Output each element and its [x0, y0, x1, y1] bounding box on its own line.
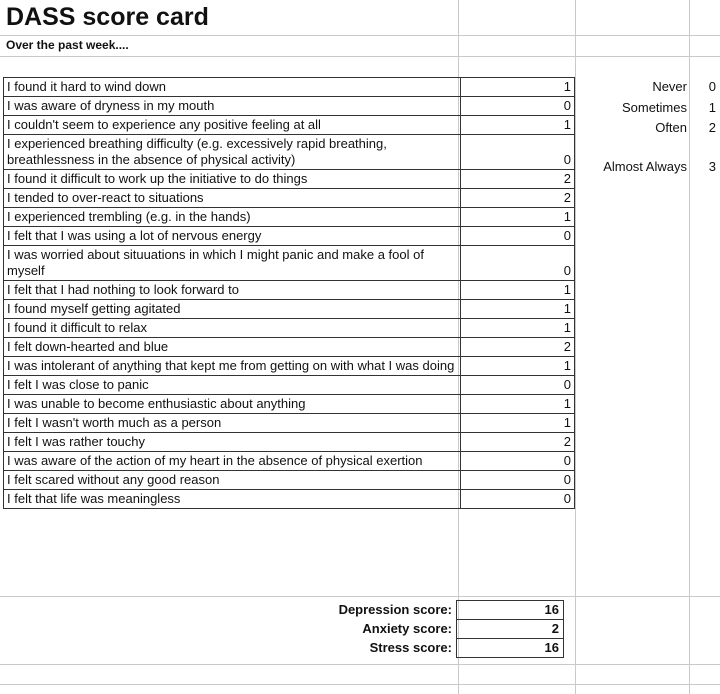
question-row	[4, 300, 575, 319]
question-score-cell[interactable]: 1	[461, 414, 575, 433]
legend-value: 0	[708, 79, 716, 94]
page-title: DASS score card	[6, 3, 209, 31]
question-score-cell[interactable]: 1	[461, 300, 575, 319]
legend-value: 1	[708, 100, 716, 115]
question-row	[4, 319, 575, 338]
score-totals	[200, 600, 564, 658]
question-score-cell[interactable]: 0	[461, 490, 575, 509]
total-value[interactable]: 2	[457, 620, 564, 639]
legend-value: 3	[708, 159, 716, 174]
question-row	[4, 414, 575, 433]
legend-label: Never	[652, 79, 687, 94]
question-row	[4, 189, 575, 208]
question-text: I was aware of dryness in my mouth	[4, 97, 461, 116]
question-score-cell[interactable]: 2	[461, 433, 575, 452]
question-row	[4, 208, 575, 227]
question-text: I experienced trembling (e.g. in the hands)	[4, 208, 461, 227]
total-value[interactable]: 16	[457, 601, 564, 620]
question-score-cell[interactable]: 0	[461, 227, 575, 246]
question-table	[3, 77, 575, 509]
question-row	[4, 433, 575, 452]
anxiety-score-row	[200, 620, 564, 639]
question-row	[4, 471, 575, 490]
total-value[interactable]: 16	[457, 639, 564, 658]
question-row	[4, 246, 575, 281]
question-row	[4, 116, 575, 135]
question-score-cell[interactable]: 0	[461, 135, 575, 170]
question-text: I was worried about situuations in which I might panic and make a fool of myself	[4, 246, 461, 281]
question-row	[4, 281, 575, 300]
legend-value: 2	[708, 120, 716, 135]
page-subtitle: Over the past week....	[6, 38, 129, 52]
question-score-cell[interactable]: 0	[461, 471, 575, 490]
question-score-cell[interactable]: 0	[461, 376, 575, 395]
question-text: I was aware of the action of my heart in the absence of physical exertion	[4, 452, 461, 471]
legend-label: Often	[655, 120, 687, 135]
question-row	[4, 135, 575, 170]
question-row	[4, 395, 575, 414]
grid-line	[0, 684, 720, 685]
grid-line	[0, 35, 720, 36]
legend-label: Almost Always	[603, 159, 687, 174]
question-score-cell[interactable]: 1	[461, 357, 575, 376]
question-text: I felt that life was meaningless	[4, 490, 461, 509]
question-row	[4, 452, 575, 471]
question-text: I experienced breathing difficulty (e.g. excessively rapid breathing, breathlessness in the absence of physical activity)	[4, 135, 461, 170]
question-text: I was unable to become enthusiastic about anything	[4, 395, 461, 414]
legend-label: Sometimes	[621, 100, 687, 115]
total-label: Anxiety score:	[362, 621, 452, 636]
question-score-cell[interactable]: 1	[461, 395, 575, 414]
grid-line	[0, 596, 720, 597]
question-text: I tended to over-react to situations	[4, 189, 461, 208]
question-score-cell[interactable]: 1	[461, 116, 575, 135]
question-score-cell[interactable]: 2	[461, 338, 575, 357]
question-row	[4, 97, 575, 116]
question-score-cell[interactable]: 2	[461, 189, 575, 208]
question-score-cell[interactable]: 1	[461, 78, 575, 97]
question-text: I felt I was rather touchy	[4, 433, 461, 452]
question-text: I felt that I was using a lot of nervous energy	[4, 227, 461, 246]
question-row	[4, 78, 575, 97]
total-label: Stress score:	[369, 640, 452, 655]
question-text: I found it difficult to work up the initiative to do things	[4, 170, 461, 189]
question-row	[4, 338, 575, 357]
question-score-cell[interactable]: 0	[461, 97, 575, 116]
question-score-cell[interactable]: 1	[461, 281, 575, 300]
question-text: I couldn't seem to experience any positive feeling at all	[4, 116, 461, 135]
grid-line	[575, 0, 576, 694]
question-row	[4, 490, 575, 509]
stress-score-row	[200, 639, 564, 658]
question-text: I felt that I had nothing to look forward to	[4, 281, 461, 300]
question-score-cell[interactable]: 0	[461, 246, 575, 281]
question-score-cell[interactable]: 1	[461, 319, 575, 338]
question-score-cell[interactable]: 0	[461, 452, 575, 471]
total-label: Depression score:	[338, 602, 452, 617]
grid-line	[0, 56, 720, 57]
question-score-cell[interactable]: 1	[461, 208, 575, 227]
question-text: I felt down-hearted and blue	[4, 338, 461, 357]
grid-line	[0, 664, 720, 665]
question-row	[4, 227, 575, 246]
question-row	[4, 357, 575, 376]
question-text: I found it hard to wind down	[4, 78, 461, 97]
question-row	[4, 170, 575, 189]
question-text: I found myself getting agitated	[4, 300, 461, 319]
question-text: I was intolerant of anything that kept me from getting on with what I was doing	[4, 357, 461, 376]
question-text: I found it difficult to relax	[4, 319, 461, 338]
question-row	[4, 376, 575, 395]
question-text: I felt I was close to panic	[4, 376, 461, 395]
question-text: I felt I wasn't worth much as a person	[4, 414, 461, 433]
grid-line	[689, 0, 690, 694]
question-text: I felt scared without any good reason	[4, 471, 461, 490]
question-score-cell[interactable]: 2	[461, 170, 575, 189]
depression-score-row	[200, 601, 564, 620]
